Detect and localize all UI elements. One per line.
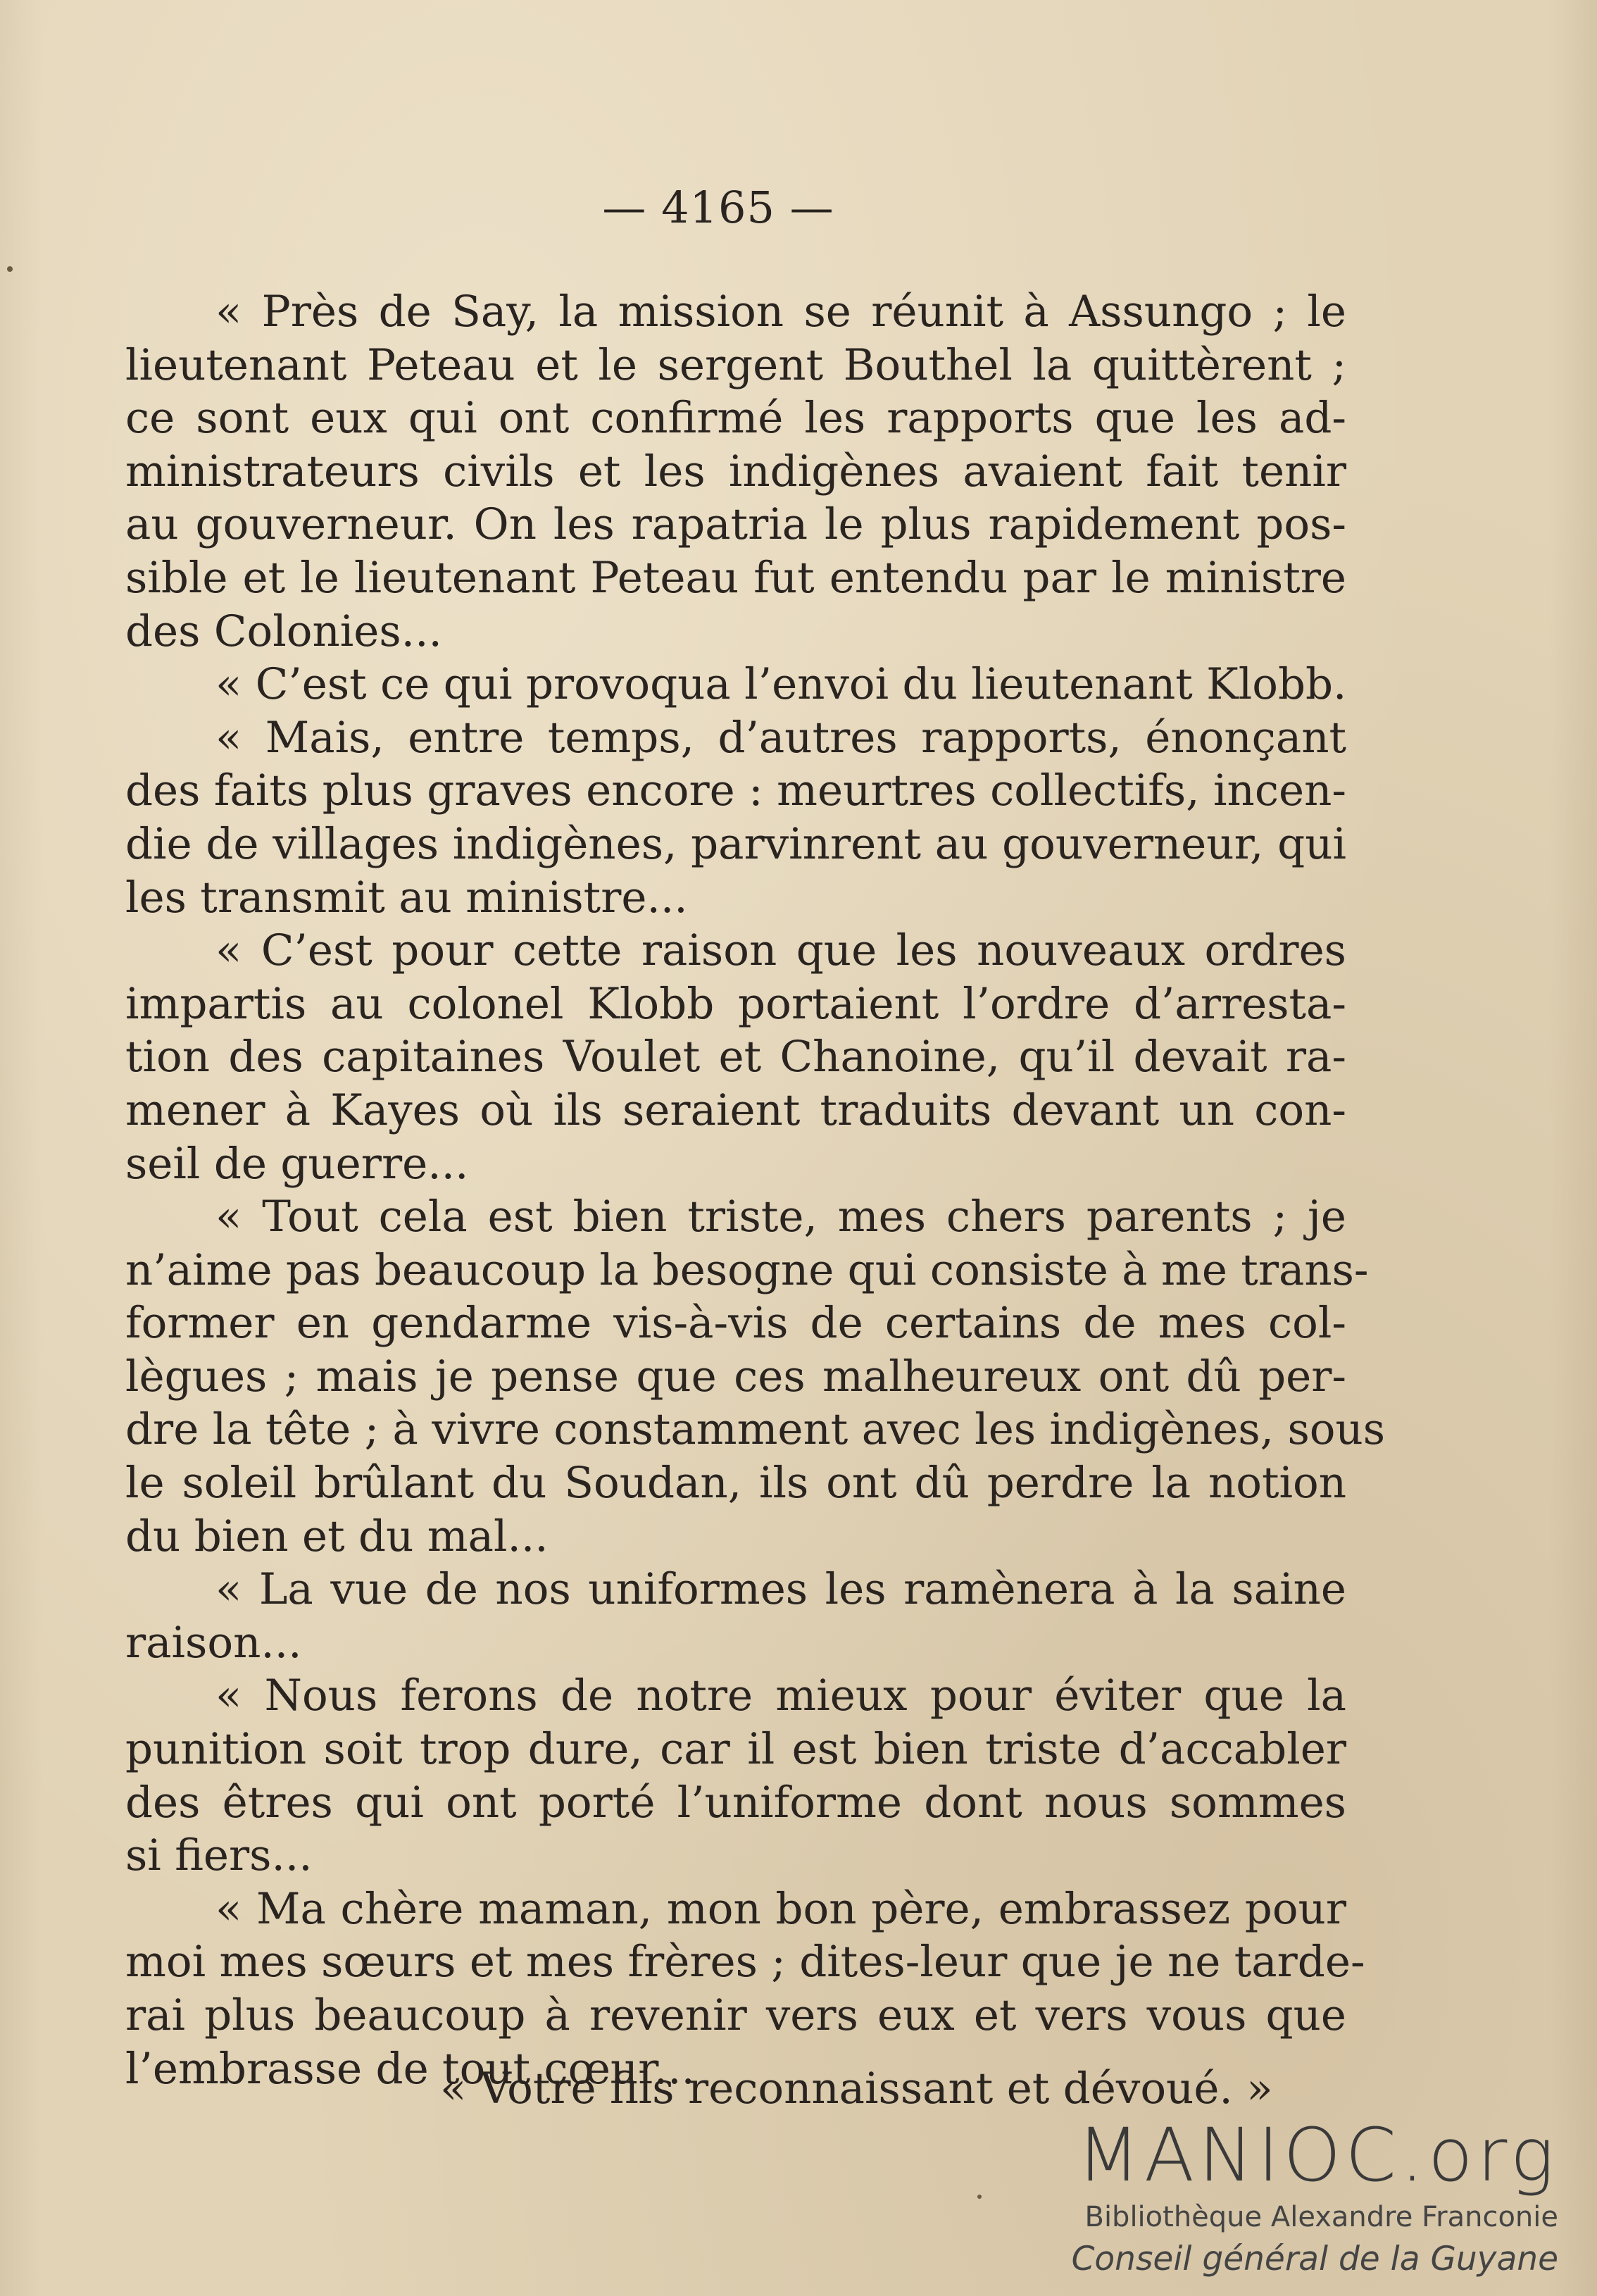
text-line: au gouverneur. On les rapatria le plus rapidement pos- <box>125 499 1346 550</box>
library-name: Bibliothèque Alexandre Franconie <box>1084 2201 1558 2233</box>
page-number: — 4165 — <box>602 182 834 233</box>
text-line: impartis au colonel Klobb portaient l’ordre d’arresta- <box>125 978 1346 1029</box>
text-line: « Ma chère maman, mon bon père, embrassez pour <box>215 1883 1346 1934</box>
text-line: des Colonies... <box>125 606 442 656</box>
text-line: ce sont eux qui ont confirmé les rapports que les ad- <box>125 393 1346 444</box>
text-line: des faits plus graves encore : meurtres collectifs, incen- <box>125 766 1346 816</box>
text-line: mener à Kayes où ils seraient traduits devant un con- <box>125 1085 1346 1135</box>
library-footer <box>1051 2113 1558 2282</box>
letter-signoff: « Votre fils reconnaissant et dévoué. » <box>440 2064 1273 2114</box>
text-line: l’embrasse de tout cœur... <box>125 2043 695 2094</box>
text-line: die de villages indigènes, parvinrent au gouverneur, qui <box>125 818 1346 869</box>
text-line: si fiers... <box>125 1830 313 1881</box>
text-line: les transmit au ministre... <box>125 872 688 923</box>
text-line: « La vue de nos uniformes les ramènera à la saine <box>215 1564 1346 1615</box>
text-line: « C’est pour cette raison que les nouveaux ordres <box>215 925 1346 976</box>
paper-speck <box>977 2195 982 2199</box>
text-line: seil de guerre... <box>125 1138 469 1189</box>
text-line: raison... <box>125 1617 302 1668</box>
text-line: des êtres qui ont porté l’uniforme dont nous sommes <box>125 1777 1346 1828</box>
council-name: Conseil général de la Guyane <box>1071 2240 1558 2278</box>
text-line: sible et le lieutenant Peteau fut entendu par le ministre <box>125 552 1346 603</box>
text-line: « C’est ce qui provoqua l’envoi du lieutenant Klobb. <box>215 659 1347 710</box>
text-line: lègues ; mais je pense que ces malheureux ont dû per- <box>125 1351 1346 1402</box>
text-line: tion des capitaines Voulet et Chanoine, qu’il devait ra- <box>125 1032 1346 1083</box>
text-line: ministrateurs civils et les indigènes avaient fait tenir <box>125 446 1346 497</box>
text-line: former en gendarme vis-à-vis de certains de mes col- <box>125 1298 1346 1349</box>
text-line: n’aime pas beaucoup la besogne qui consiste à me trans- <box>125 1244 1369 1295</box>
text-line: le soleil brûlant du Soudan, ils ont dû perdre la notion <box>125 1458 1346 1509</box>
text-line: « Près de Say, la mission se réunit à Assungo ; le <box>215 287 1346 337</box>
body-text <box>125 285 1386 2095</box>
manioc-logo[interactable]: MANIOC.org <box>1077 2112 1558 2198</box>
text-line: du bien et du mal... <box>125 1511 549 1561</box>
text-line: « Nous ferons de notre mieux pour éviter que la <box>215 1671 1346 1721</box>
paper-speck <box>7 266 13 272</box>
text-line: punition soit trop dure, car il est bien triste d’accabler <box>125 1724 1346 1775</box>
text-line: « Mais, entre temps, d’autres rapports, énonçant <box>215 712 1346 763</box>
text-line: lieutenant Peteau et le sergent Bouthel la quittèrent ; <box>125 339 1346 390</box>
text-line: rai plus beaucoup à revenir vers eux et vers vous que <box>125 1990 1346 2040</box>
text-line: moi mes sœurs et mes frères ; dites-leur que je ne tarde- <box>125 1937 1365 1988</box>
text-line: « Tout cela est bien triste, mes chers parents ; je <box>215 1192 1346 1242</box>
text-line: dre la tête ; à vivre constamment avec les indigènes, sous <box>125 1404 1386 1455</box>
